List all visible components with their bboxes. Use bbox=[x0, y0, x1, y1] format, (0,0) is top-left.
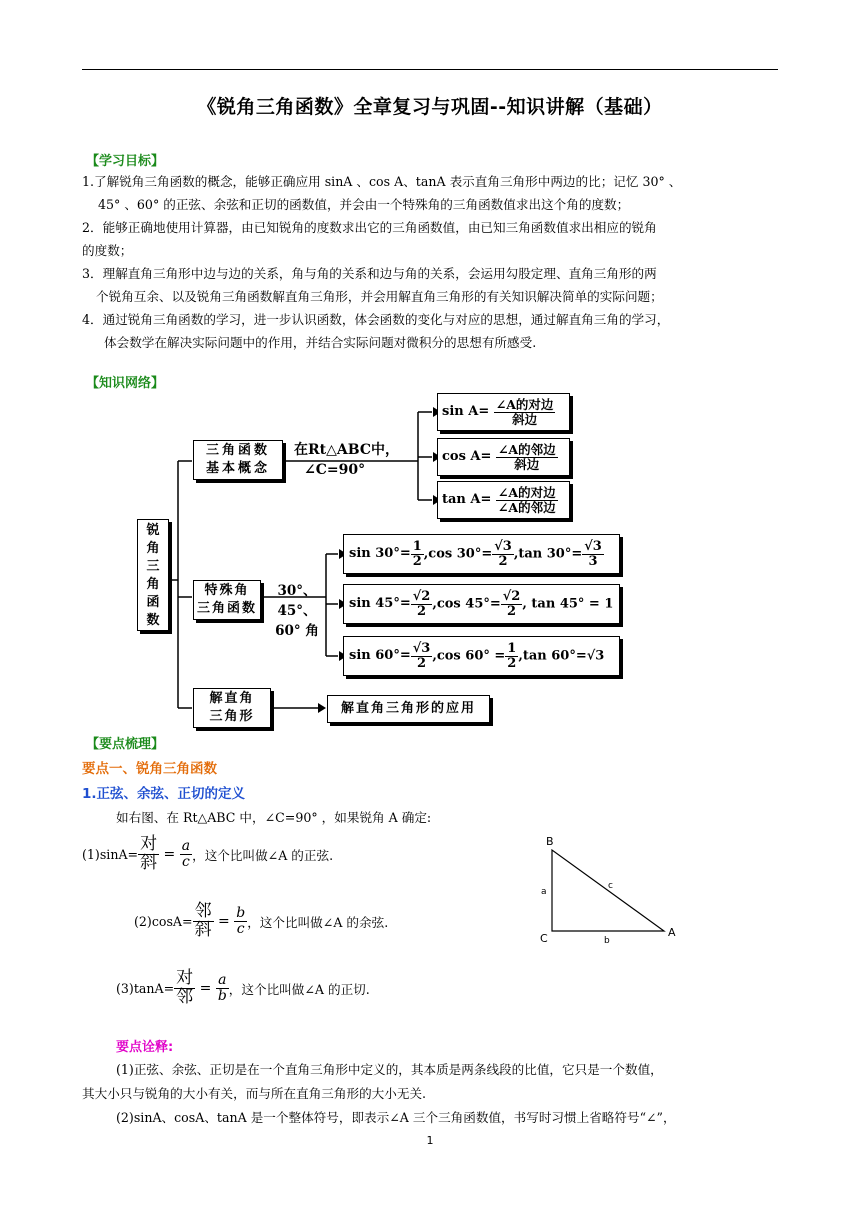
vertex-b-label: B bbox=[546, 835, 554, 848]
right-triangle-figure bbox=[520, 830, 700, 950]
note-line: (1)正弦、余弦、正切是在一个直角三角形中定义的，其本质是两条线段的比值，它只是一个数值， bbox=[116, 1062, 663, 1077]
special-angles-label bbox=[266, 581, 328, 641]
row60-sin: sin 60°= bbox=[349, 648, 411, 663]
note-line: 其大小只与锐角的大小有关，而与所在直角三角形的大小无关. bbox=[82, 1086, 427, 1101]
definition-intro: 如右图、在 Rt△ABC 中，∠C=90° ，如果锐角 A 确定: bbox=[116, 810, 432, 825]
def-cos-lhs: cos A= bbox=[442, 449, 492, 464]
solve-box-line: 三角形 bbox=[209, 709, 255, 724]
solve-box bbox=[193, 688, 271, 728]
page-title: 《锐角三角函数》全章复习与巩固--知识讲解（基础） bbox=[197, 96, 663, 118]
row30-tan: ,tan 30°= bbox=[513, 546, 583, 562]
row30-cos: ,cos 30°= bbox=[423, 546, 493, 562]
solve-box-line: 解直角 bbox=[209, 691, 255, 706]
special-box bbox=[193, 580, 261, 620]
notes-heading: 要点诠释: bbox=[116, 1040, 174, 1055]
formula-cos-c: c bbox=[236, 920, 245, 937]
network-heading: 【知识网络】 bbox=[86, 376, 165, 391]
vertex-a-label: A bbox=[668, 926, 676, 939]
vertex-c-label: C bbox=[540, 932, 548, 945]
goals-line: 3．理解直角三角形中边与边的关系，角与角的关系和边与角的关系，会运用勾股定理、直角三角形的两 bbox=[82, 266, 657, 281]
root-char: 角 bbox=[146, 541, 160, 556]
formula-tan-num: 对 bbox=[176, 968, 194, 988]
page-number: 1 bbox=[426, 1134, 434, 1147]
row30-sin-num: 1 bbox=[412, 538, 422, 554]
concept-condition-line: ∠C=90° bbox=[304, 462, 366, 478]
row30-cos-num: √3 bbox=[494, 538, 512, 554]
row45-cos-num: √2 bbox=[502, 588, 521, 604]
goals-line: 45° 、60° 的正弦、余弦和正切的函数值，并会由一个特殊角的三角函数值求出这个角的度数； bbox=[98, 197, 630, 212]
note-line: (2)sinA、cosA、tanA 是一个整体符号，即表示∠A 三个三角函数值，书写时习惯上省略符号“∠”， bbox=[116, 1110, 676, 1125]
row60-cos-num: 1 bbox=[507, 640, 517, 656]
row45-cos-den: 2 bbox=[507, 603, 517, 619]
row60-sin-den: 2 bbox=[416, 655, 427, 671]
row45-cos: ,cos 45°= bbox=[432, 596, 501, 612]
root-char: 三 bbox=[146, 559, 160, 574]
points-heading: 【要点梳理】 bbox=[86, 737, 165, 752]
row60-cos-den: 2 bbox=[507, 655, 517, 671]
root-char: 函 bbox=[146, 595, 160, 610]
goals-line: 的度数； bbox=[82, 243, 133, 258]
goals-line: 1.了解锐角三角函数的概念，能够正确应用 sinA 、cos A、tanA 表示直角三角形中两边的比；记忆 30° 、 bbox=[82, 174, 682, 189]
formula-tan-b: b bbox=[217, 987, 227, 1004]
def-tan-num: ∠A的对边 bbox=[497, 485, 556, 501]
root-char: 角 bbox=[146, 577, 160, 592]
def-cos-den: 斜边 bbox=[514, 456, 540, 472]
special-row-45 bbox=[343, 584, 620, 624]
row45-sin: sin 45°= bbox=[349, 596, 411, 611]
row45-tan: , tan 45° = 1 bbox=[522, 596, 614, 612]
def-sin-den: 斜边 bbox=[512, 411, 538, 427]
formula-cos-pre: (2)cosA= bbox=[134, 913, 193, 929]
row30-sin: sin 30°= bbox=[349, 546, 411, 561]
root-char: 数 bbox=[146, 613, 160, 628]
formula-sin-den: 斜 bbox=[140, 852, 158, 873]
point-one-heading: 要点一、锐角三角函数 bbox=[82, 761, 217, 777]
row60-sin-num: √3 bbox=[412, 640, 431, 656]
formula-sin: (1)sinA= $\frac{\text{对}}{\text{斜}}$ = $\frac{a}{c}$ ，这个比叫做∠A 的正弦. bbox=[82, 834, 334, 873]
formula-sin-num: 对 bbox=[140, 834, 158, 854]
def-tan-lhs: tan A= bbox=[442, 492, 492, 507]
def-cos-box bbox=[437, 438, 570, 476]
formula-tan: (3)tanA= $\frac{\text{对}}{\text{邻}}$ = $\frac{a}{b}$ ，这个比叫做∠A 的正切. bbox=[116, 968, 370, 1007]
sub-heading-definitions: 1.正弦、余弦、正切的定义 bbox=[82, 786, 246, 802]
def-tan-den: ∠A的邻边 bbox=[497, 499, 556, 515]
row30-tan-num: √3 bbox=[584, 538, 602, 554]
root-box-trig bbox=[137, 519, 169, 631]
formula-cos-b: b bbox=[236, 905, 246, 922]
side-b-label: b bbox=[604, 936, 610, 946]
def-sin-lhs: sin A= bbox=[442, 404, 490, 419]
special-angles-line: 60° 角 bbox=[275, 623, 319, 639]
def-sin-box bbox=[437, 393, 570, 431]
concept-box-line: 三角函数 bbox=[205, 443, 270, 458]
side-a-label: a bbox=[541, 887, 547, 897]
concept-box bbox=[193, 440, 283, 480]
row60-cos: ,cos 60° = bbox=[432, 648, 506, 664]
formula-cos-post: ，这个比叫做∠A 的余弦. bbox=[247, 914, 389, 930]
row45-sin-num: √2 bbox=[412, 588, 431, 604]
formula-sin-post: ，这个比叫做∠A 的正弦. bbox=[192, 847, 334, 863]
formula-sin-a: a bbox=[181, 838, 191, 855]
goals-line: 2．能够正确地使用计算器，由已知锐角的度数求出它的三角函数值，由已知三角函数值求出相应的锐角 bbox=[82, 220, 657, 235]
formula-tan-pre: (3)tanA= bbox=[116, 980, 175, 996]
row30-sin-den: 2 bbox=[412, 553, 422, 569]
special-box-line: 特殊角 bbox=[204, 583, 250, 598]
formula-cos-num: 邻 bbox=[194, 901, 212, 921]
concept-condition-line: 在Rt△ABC中， bbox=[294, 442, 399, 458]
goals-line: 体会数学在解决实际问题中的作用，并结合实际问题对微积分的思想有所感受. bbox=[104, 335, 537, 350]
special-row-60 bbox=[343, 636, 620, 676]
row30-cos-den: 2 bbox=[498, 553, 508, 569]
row30-tan-den: 3 bbox=[588, 553, 598, 569]
def-sin-num: ∠A的对边 bbox=[495, 397, 554, 413]
formula-cos-den: 斜 bbox=[194, 919, 212, 940]
goals-line: 个锐角互余、以及锐角三角函数解直角三角形，并会用解直角三角形的有关知识解决简单的实际问题； bbox=[96, 289, 663, 304]
goals-line: 4．通过锐角三角函数的学习，进一步认识函数，体会函数的变化与对应的思想，通过解直角三角的学习， bbox=[82, 312, 670, 327]
def-cos-num: ∠A的邻边 bbox=[497, 442, 556, 458]
special-row-30 bbox=[343, 534, 620, 574]
formula-tan-a: a bbox=[216, 973, 229, 989]
solve-target-box: 解直角三角形的应用 bbox=[327, 695, 490, 723]
special-box-line: 三角函数 bbox=[196, 601, 257, 616]
row60-tan: ,tan 60°=√3 bbox=[518, 648, 605, 664]
goals-heading: 【学习目标】 bbox=[86, 154, 165, 169]
formula-tan-den: 邻 bbox=[176, 986, 194, 1007]
formula-cos: (2)cosA= $\frac{\text{邻}}{\text{斜}}$ = $\frac{b}{c}$ ，这个比叫做∠A 的余弦. bbox=[134, 901, 389, 940]
row45-sin-den: 2 bbox=[416, 603, 427, 619]
formula-tan-post: ，这个比叫做∠A 的正切. bbox=[228, 981, 370, 997]
formula-sin-pre: (1)sinA= bbox=[82, 846, 139, 862]
side-c-label: c bbox=[608, 881, 613, 891]
concept-box-line: 基本概念 bbox=[205, 461, 270, 476]
root-char: 锐 bbox=[146, 523, 160, 538]
special-angles-line: 30°、45°、 bbox=[277, 583, 317, 619]
def-tan-box bbox=[437, 481, 570, 519]
concept-condition bbox=[294, 440, 399, 480]
formula-sin-c: c bbox=[181, 853, 190, 870]
